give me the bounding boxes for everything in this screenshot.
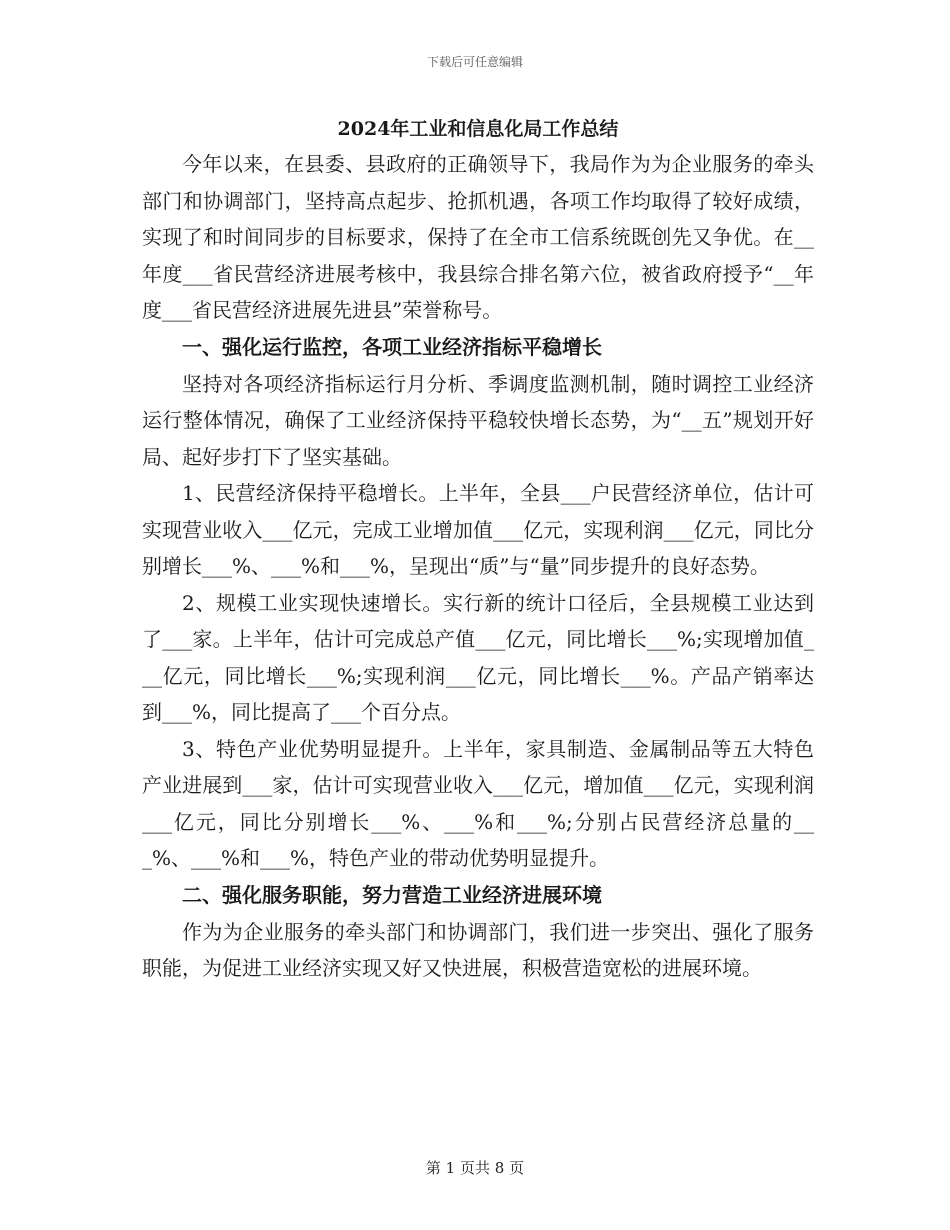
section-1-item-1: 1、民营经济保持平稳增长。上半年，全县___户民营经济单位，估计可实现营业收入___亿元，完成工业增加值___亿元，实现利润___亿元，同比分别增长___%、___%和___%，呈现出“质”与“量”同步提升的良好态势。 xyxy=(142,481,814,578)
section-2-heading: 二、强化服务职能，努力营造工业经济进展环境 xyxy=(182,882,602,907)
page-header-note: 下载后可任意编辑 xyxy=(426,55,523,69)
section-1-item-2: 2、规模工业实现快速增长。实行新的统计口径后，全县规模工业达到了___家。上半年，估计可完成总产值___亿元，同比增长___%;实现增加值___亿元，同比增长___%;实现利润___亿元，同比增长___%。产品产销率达到___%，同比提高了___个百分点。 xyxy=(142,590,814,724)
section-1-item-3: 3、特色产业优势明显提升。上半年，家具制造、金属制品等五大特色产业进展到___家，估计可实现营业收入___亿元，增加值___亿元，实现利润___亿元，同比分别增长___%、___%和___%;分别占民营经济总量的___%、___%和___%，特色产业的带动优势明显提升。 xyxy=(142,736,814,870)
intro-paragraph: 今年以来，在县委、县政府的正确领导下，我局作为为企业服务的牵头部门和协调部门，坚持高点起步、抢抓机遇，各项工作均取得了较好成绩，实现了和时间同步的目标要求，保持了在全市工信系统既创先又争优。在__年度___省民营经济进展考核中，我县综合排名第六位，被省政府授予“__年度___省民营经济进展先进县”荣誉称号。 xyxy=(142,152,814,322)
document-title: 2024年工业和信息化局工作总结 xyxy=(337,118,619,140)
section-2-paragraph: 作为为企业服务的牵头部门和协调部门，我们进一步突出、强化了服务职能，为促进工业经济实现又好又快进展，积极营造宽松的进展环境。 xyxy=(142,919,814,980)
page-number: 第 1 页共 8 页 xyxy=(425,1159,525,1177)
document-body xyxy=(142,112,814,987)
section-1-heading: 一、强化运行监控，各项工业经济指标平稳增长 xyxy=(182,334,602,359)
section-1-paragraph: 坚持对各项经济指标运行月分析、季调度监测机制，随时调控工业经济运行整体情况，确保了工业经济保持平稳较快增长态势，为“__五”规划开好局、起好步打下了坚实基础。 xyxy=(142,371,814,469)
